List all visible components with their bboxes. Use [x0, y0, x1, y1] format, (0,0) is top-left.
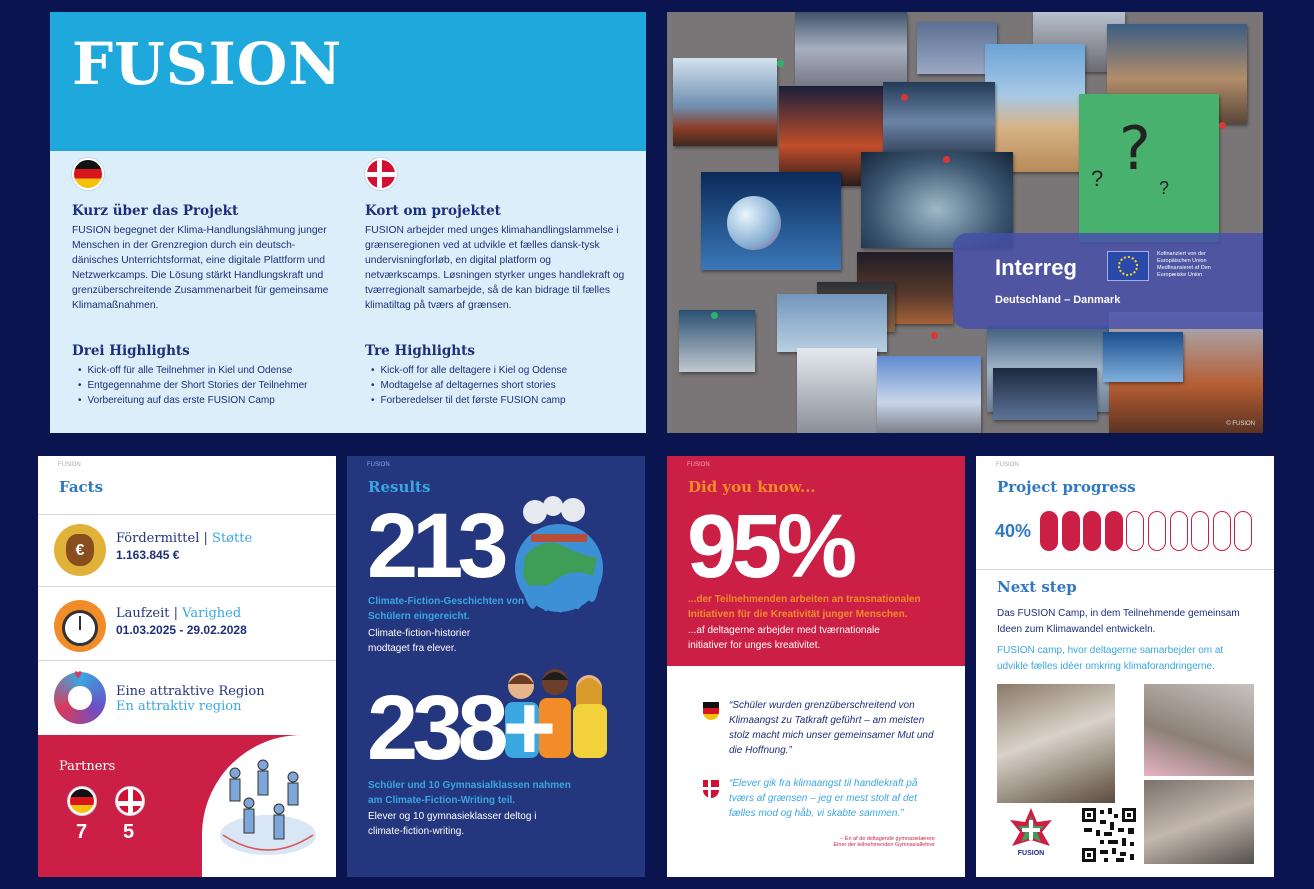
danish-quote-icon: [703, 780, 719, 798]
pin-icon: [931, 332, 938, 339]
pin-icon: [711, 312, 718, 319]
facts-title: Facts: [59, 478, 104, 496]
funding-label-de: Fördermittel: [116, 531, 200, 546]
de-highlights-list: [72, 363, 307, 408]
stopwatch-icon: [54, 600, 106, 652]
next-step-dk: FUSION camp, hvor deltagerne samarbejder om at udvikle fælles idéer omkring klimaforandringerne.: [997, 645, 1224, 672]
pin-icon: [777, 60, 784, 67]
progress-title: Project progress: [997, 478, 1136, 496]
card-tag: FUSION: [996, 462, 1019, 468]
pin-icon: [901, 94, 908, 101]
photo-pinboard-work: [1144, 684, 1254, 776]
partners-panel: [38, 735, 336, 877]
progress-segment: [1062, 511, 1080, 551]
people-network-illustration: [213, 755, 323, 865]
funding-divider: |: [203, 531, 208, 546]
photo-bottle: [679, 310, 755, 372]
dk-body: FUSION arbejder med unges klimahandlingslammelse i grænseregionen ved at udvikle et fælles dansk-tysk undervisningforløb, en digital platform og netværkscamps. Løsningen styrker unges handlekraft og tværregionalt samarbejde, så de kan bidrage til fælles klimatiltag på tværs af grænsen.: [365, 225, 625, 311]
logo-text: FUSION: [1017, 850, 1045, 857]
page-title: FUSION: [72, 30, 343, 98]
photo-sea: [1103, 332, 1183, 382]
attribution-line: Einer der teilnehmenden Gymnasiallehrer: [833, 842, 935, 848]
region-de: Eine attraktive Region: [116, 684, 265, 699]
list-item: • Kick-off für alle Teilnehmer in Kiel und Odense: [72, 363, 307, 378]
danish-flag-icon: [365, 158, 397, 190]
duration-label-dk: Varighed: [182, 606, 242, 621]
progress-segment: [1213, 511, 1231, 551]
list-item: • Forberedelser til det første FUSION camp: [365, 393, 567, 408]
photo-lake: [673, 58, 777, 146]
divider: [38, 586, 336, 587]
facts-card: [38, 456, 336, 877]
pin-icon: [1219, 122, 1226, 129]
duration-divider: |: [173, 606, 179, 621]
german-flag-icon: [72, 158, 104, 190]
progress-segment: [1170, 511, 1188, 551]
photo-credit: © FUSION: [1226, 421, 1255, 427]
pin-icon: [943, 156, 950, 163]
dk-highlights-list: [365, 363, 567, 408]
stories-count: 213: [367, 495, 503, 597]
stat-text-dk: ...af deltagerne arbejder med tværnationale initiativer for unges kreativitet.: [688, 625, 880, 651]
progress-card: [976, 456, 1274, 877]
stat-text-de: ...der Teilnehmenden arbeiten an transnationalen Initiativen für die Kreativität junger Menschen.: [688, 594, 921, 620]
partners-dk-count: 5: [123, 821, 135, 843]
card-tag: FUSION: [687, 462, 710, 468]
qr-code[interactable]: [1080, 806, 1138, 864]
list-item: • Kick-off for alle deltagere i Kiel og Odense: [365, 363, 567, 378]
interreg-subtitle: Deutschland – Danmark: [995, 294, 1121, 306]
interreg-logo: [953, 233, 1263, 329]
card-tag: FUSION: [367, 462, 390, 468]
quote-attribution: [834, 836, 936, 848]
divider: [38, 514, 336, 515]
photo-group: [1144, 780, 1254, 864]
green-note: ? ? ?: [1079, 94, 1219, 242]
percent-stat: 95%: [687, 497, 853, 597]
attribution-line: – En af de deltagende gymnasielærere: [840, 836, 935, 842]
german-quote-icon: [703, 702, 719, 720]
did-you-know-card: [667, 456, 965, 877]
funding-label: [116, 531, 252, 546]
dk-heading: Kort om projektet: [365, 203, 501, 219]
partners-de-count: 7: [76, 821, 88, 843]
divider: [976, 569, 1274, 570]
participants-text-de: Schüler und 10 Gymnasialklassen nahmen am Climate-Fiction-Writing teil.: [368, 780, 571, 806]
bubble-icon: [727, 196, 781, 250]
list-item: • Vorbereitung auf das erste FUSION Camp: [72, 393, 307, 408]
progress-segment: [1148, 511, 1166, 551]
fusion-logo: [1004, 806, 1058, 860]
eu-cofinance-text: Kofinanziert von der Europäischen Union Medfinansieret af Den Europæiske Union: [1157, 251, 1211, 278]
funding-label-dk: Støtte: [212, 531, 253, 546]
photo-ship: [993, 368, 1097, 420]
interreg-title: Interreg: [995, 255, 1077, 280]
quote-dk: “Elever gik fra klimaangst til handlekraft på tværs af grænsen – jeg er mest stolt af det fælles mod og håb, vi skabte sammen.”: [729, 778, 918, 819]
duration-label: [116, 606, 241, 621]
results-card: [347, 456, 645, 877]
did-you-know-title: Did you know...: [688, 478, 816, 496]
de-highlights-heading: Drei Highlights: [72, 343, 190, 359]
progress-segment: [1105, 511, 1123, 551]
duration-value: 01.03.2025 - 29.02.2028: [116, 623, 247, 637]
de-body: FUSION begegnet der Klima-Handlungslähmung junger Menschen in der Grenzregion durch ein deutsch-dänisches Unterrichtsformat, eine digitale Plattform und Netzwerkcamps. Die Lösung stärkt Handlungskraft und grenzüberschreitende Zusammenarbeit für gemeinsame Klimamaßnahmen.: [72, 225, 329, 311]
photo-shuttle: [877, 356, 981, 433]
photo-city: [883, 82, 995, 162]
region-heart-icon: ♥: [54, 672, 106, 724]
duration-label-de: Laufzeit: [116, 606, 170, 621]
list-item: • Entgegennahme der Short Stories der Teilnehmer: [72, 378, 307, 393]
participants-count: 238+: [367, 677, 551, 779]
eu-flag-icon: [1107, 251, 1149, 281]
partners-title: Partners: [59, 759, 116, 774]
photo-classroom: [997, 684, 1115, 803]
progress-segment: [1191, 511, 1209, 551]
funding-value: 1.163.845 €: [116, 548, 180, 562]
progress-bar: [1040, 511, 1256, 551]
list-item: • Modtagelse af deltagernes short stories: [365, 378, 567, 393]
photo-moon: [777, 294, 887, 352]
divider: [38, 660, 336, 661]
intro-panel: [50, 12, 646, 433]
region-dk: En attraktiv region: [116, 699, 242, 714]
photo-robot: [797, 348, 877, 433]
de-heading: Kurz über das Projekt: [72, 203, 239, 219]
progress-segment: [1234, 511, 1252, 551]
results-title: Results: [368, 478, 431, 496]
progress-percent: 40%: [995, 521, 1032, 541]
german-flag-icon: [68, 787, 96, 815]
card-tag: FUSION: [58, 462, 81, 468]
progress-segment: [1040, 511, 1058, 551]
progress-segment: [1126, 511, 1144, 551]
money-bag-icon: €: [54, 524, 106, 576]
progress-segment: [1083, 511, 1101, 551]
next-step-de: Das FUSION Camp, in dem Teilnehmende gemeinsam Ideen zum Klimawandel entwickeln.: [997, 608, 1240, 635]
dk-highlights-heading: Tre Highlights: [365, 343, 475, 359]
danish-flag-icon: [116, 787, 144, 815]
next-step-title: Next step: [997, 578, 1077, 596]
pinboard-photo: [667, 12, 1263, 433]
stories-text-dk: Climate-fiction-historier modtaget fra elever.: [368, 628, 471, 654]
stories-text-de: Climate-Fiction-Geschichten von Schülern eingereicht.: [368, 596, 525, 622]
participants-text-dk: Elever og 10 gymnasieklasser deltog i climate-fiction-writing.: [368, 811, 537, 837]
quote-de: “Schüler wurden grenzüberschreitend von Klimaangst zu Tatkraft geführt – am meisten stolz macht mich unser gemeinsamer Mut und die Hoffnung.”: [729, 700, 934, 756]
